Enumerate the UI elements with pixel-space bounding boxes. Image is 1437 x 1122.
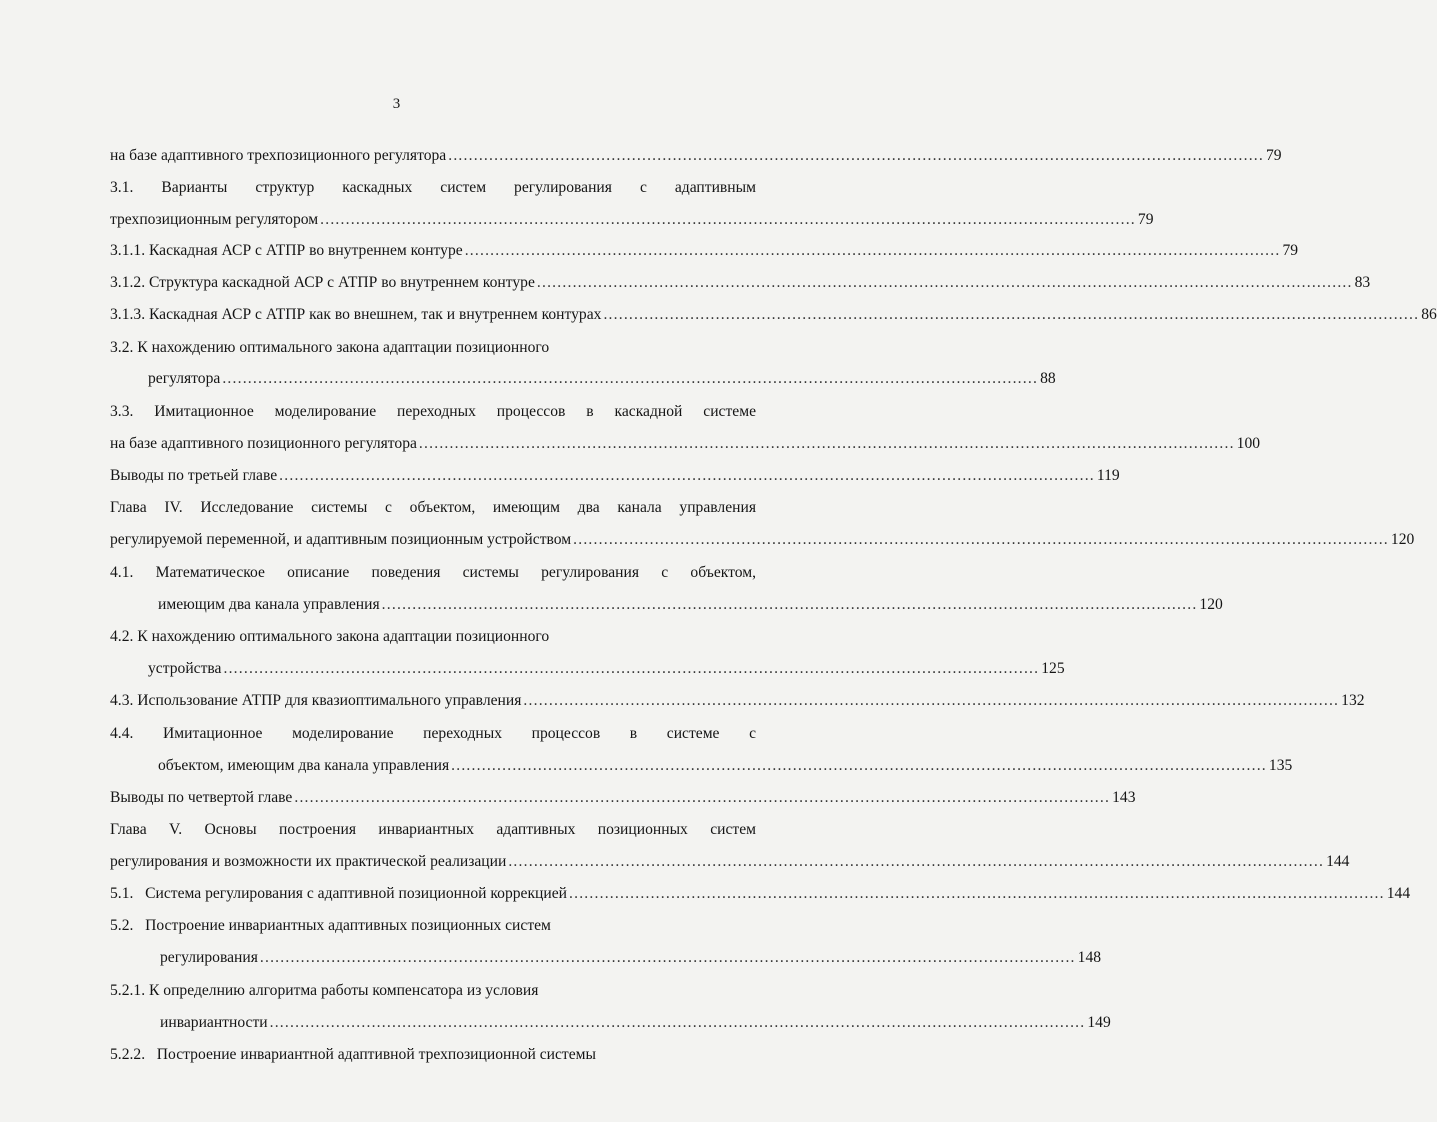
toc-text: 4.3. Использование АТПР для квазиоптимального управления bbox=[110, 692, 522, 709]
toc-entry: 5.2.2. Построение инвариантной адаптивной трехпозиционной системы bbox=[110, 1046, 597, 1063]
toc-entry bbox=[110, 530, 1415, 550]
toc-entry bbox=[148, 659, 1065, 679]
toc-page: 83 bbox=[1354, 274, 1371, 291]
toc-leader: ................................................................................................................................................................ bbox=[294, 789, 1111, 806]
toc-entry bbox=[158, 756, 1293, 776]
toc-page: 120 bbox=[1199, 596, 1223, 613]
toc-text: регулирования bbox=[160, 949, 258, 966]
toc-entry bbox=[110, 852, 1350, 872]
toc-entry: 3.2. К нахождению оптимального закона адаптации позиционного bbox=[110, 339, 550, 356]
toc-page: 119 bbox=[1096, 467, 1120, 484]
toc-text: регулятора bbox=[148, 370, 221, 387]
toc-page: 144 bbox=[1386, 885, 1411, 902]
toc-page: 120 bbox=[1390, 531, 1415, 548]
toc-entry bbox=[110, 146, 1282, 166]
toc-entry: 5.2.1. К определнию алгоритма работы компенсатора из условия bbox=[110, 982, 539, 999]
toc-leader: ................................................................................................................................................................ bbox=[320, 211, 1136, 228]
toc-text: 3.1.3. Каскадная АСР с АТПР как во внешнем, так и внутреннем контурах bbox=[110, 306, 602, 323]
toc-page: 86 bbox=[1421, 306, 1437, 323]
toc-leader: ................................................................................................................................................................ bbox=[603, 306, 1420, 323]
toc-entry bbox=[160, 1013, 1111, 1033]
toc-leader: ................................................................................................................................................................ bbox=[222, 370, 1039, 387]
toc-leader: ................................................................................................................................................................ bbox=[381, 596, 1198, 613]
toc-text: на базе адаптивного позиционного регулятора bbox=[110, 435, 417, 452]
toc-leader: ................................................................................................................................................................ bbox=[418, 435, 1235, 452]
toc-page: 132 bbox=[1341, 692, 1365, 709]
toc-page: 148 bbox=[1077, 949, 1102, 966]
toc-entry: 4.1. Математическое описание поведения системы регулирования с объектом, bbox=[110, 564, 756, 581]
toc-entry: 4.4. Имитационное моделирование переходных процессов в системе с bbox=[110, 725, 756, 742]
toc-text: регулируемой переменной, и адаптивным позиционным устройством bbox=[110, 531, 572, 548]
toc-entry bbox=[110, 241, 1299, 261]
toc-entry bbox=[110, 210, 1154, 230]
toc-entry bbox=[110, 691, 1365, 711]
toc-entry: 3.3. Имитационное моделирование переходных процессов в каскадной системе bbox=[110, 403, 756, 420]
toc-text: Выводы по третьей главе bbox=[110, 467, 278, 484]
toc-leader: ................................................................................................................................................................ bbox=[464, 242, 1281, 259]
toc-entry bbox=[110, 273, 1371, 293]
toc-text: 5.1. Система регулирования с адаптивной позиционной коррекцией bbox=[110, 885, 567, 902]
toc-leader: ................................................................................................................................................................ bbox=[279, 467, 1095, 484]
toc-text: устройства bbox=[148, 660, 222, 677]
toc-leader: ................................................................................................................................................................ bbox=[523, 692, 1340, 709]
toc-leader: ................................................................................................................................................................ bbox=[259, 949, 1076, 966]
toc-page: 100 bbox=[1236, 435, 1261, 452]
toc-leader: ................................................................................................................................................................ bbox=[508, 853, 1325, 870]
toc-text: трехпозиционным регулятором bbox=[110, 211, 319, 228]
toc-entry bbox=[110, 884, 1411, 904]
toc-page: 135 bbox=[1268, 757, 1293, 774]
toc-entry bbox=[110, 434, 1261, 454]
toc-text: имеющим два канала управления bbox=[158, 596, 380, 613]
toc-leader: ................................................................................................................................................................ bbox=[269, 1014, 1086, 1031]
toc-entry bbox=[110, 305, 1437, 325]
toc-leader: ................................................................................................................................................................ bbox=[223, 660, 1040, 677]
toc-entry: 5.2. Построение инвариантных адаптивных позиционных систем bbox=[110, 917, 551, 934]
toc-page: 79 bbox=[1137, 211, 1154, 228]
toc-entry bbox=[110, 788, 1136, 808]
toc-page: 88 bbox=[1040, 370, 1056, 387]
toc-page: 144 bbox=[1326, 853, 1350, 870]
toc-entry bbox=[158, 595, 1223, 615]
toc-leader: ................................................................................................................................................................ bbox=[573, 531, 1389, 548]
toc-entry: Глава IV. Исследование системы с объектом, имеющим два канала управления bbox=[110, 499, 756, 516]
toc-text: 3.1.2. Структура каскадной АСР с АТПР во внутреннем контуре bbox=[110, 274, 535, 291]
toc-leader: ................................................................................................................................................................ bbox=[451, 757, 1267, 774]
toc-text: Выводы по четвертой главе bbox=[110, 789, 293, 806]
toc-text: регулирования и возможности их практической реализации bbox=[110, 853, 507, 870]
toc-leader: ................................................................................................................................................................ bbox=[569, 885, 1385, 902]
toc-entry: Глава V. Основы построения инвариантных адаптивных позиционных систем bbox=[110, 821, 756, 838]
toc-leader: ................................................................................................................................................................ bbox=[536, 274, 1353, 291]
toc-page: 79 bbox=[1282, 242, 1299, 259]
toc-text: на базе адаптивного трехпозиционного регулятора bbox=[110, 147, 447, 164]
toc-entry bbox=[160, 948, 1102, 968]
toc-entry bbox=[110, 466, 1120, 486]
toc-text: инвариантности bbox=[160, 1014, 268, 1031]
toc-page: 79 bbox=[1265, 147, 1282, 164]
toc-text: объектом, имеющим два канала управления bbox=[158, 757, 450, 774]
toc-entry: 4.2. К нахождению оптимального закона адаптации позиционного bbox=[110, 628, 550, 645]
toc-leader: ................................................................................................................................................................ bbox=[448, 147, 1264, 164]
toc-page: 125 bbox=[1041, 660, 1065, 677]
toc-page: 149 bbox=[1087, 1014, 1111, 1031]
toc-entry: 3.1. Варианты структур каскадных систем регулирования с адаптивным bbox=[110, 179, 756, 196]
toc-entry bbox=[148, 369, 1056, 389]
toc-page: 143 bbox=[1112, 789, 1136, 806]
toc-text: 3.1.1. Каскадная АСР с АТПР во внутреннем контуре bbox=[110, 242, 463, 259]
page-number: 3 bbox=[392, 96, 401, 112]
